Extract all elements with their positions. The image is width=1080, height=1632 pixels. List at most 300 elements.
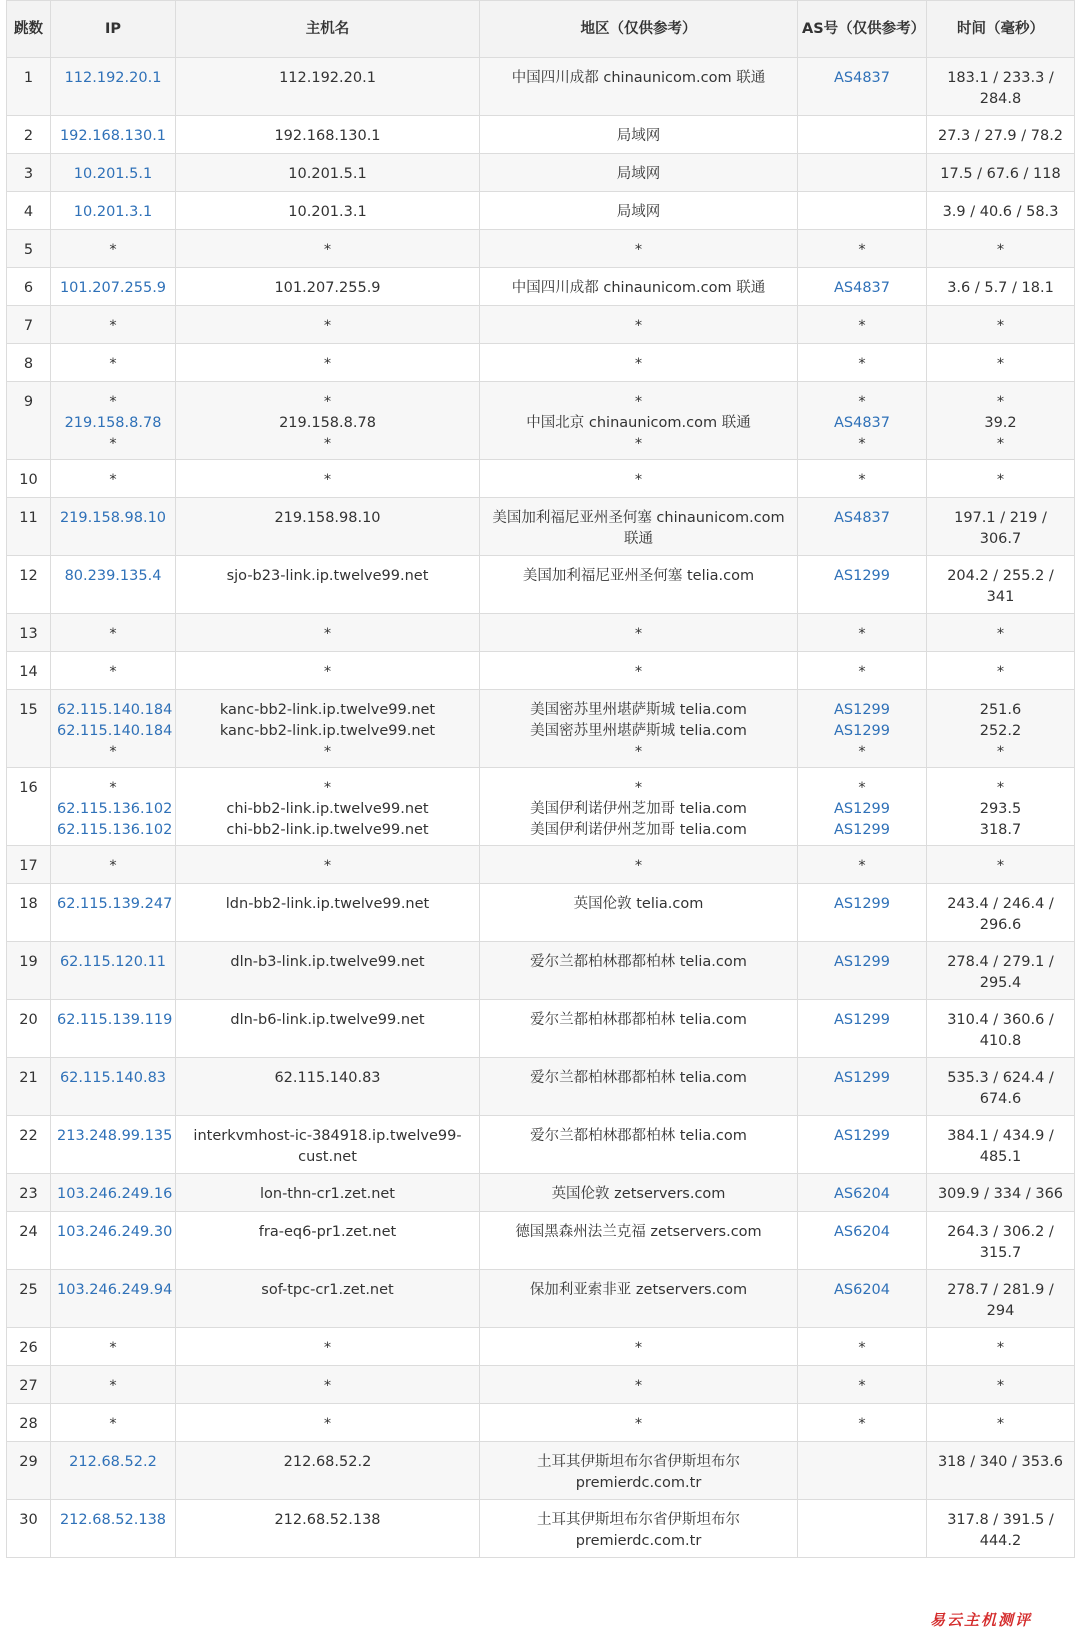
as-cell bbox=[798, 498, 927, 556]
host-text: * bbox=[323, 436, 332, 452]
region-cell bbox=[480, 1270, 798, 1328]
host-text: * bbox=[323, 242, 332, 258]
host-text: dln-b6-link.ip.twelve99.net bbox=[230, 1012, 425, 1028]
host-text: * bbox=[323, 356, 332, 372]
ip-cell bbox=[51, 942, 176, 1000]
as-link[interactable]: AS4837 bbox=[833, 510, 891, 526]
as-text: * bbox=[858, 626, 866, 642]
time-text: 204.2 / 255.2 / 341 bbox=[947, 568, 1054, 605]
table-row bbox=[7, 460, 1075, 498]
ip-cell bbox=[51, 192, 176, 230]
region-text: * bbox=[634, 858, 643, 874]
ip-link[interactable]: 10.201.3.1 bbox=[73, 204, 153, 220]
region-text: * bbox=[634, 744, 643, 760]
time-text: 183.1 / 233.3 / 284.8 bbox=[947, 70, 1054, 107]
region-cell bbox=[480, 556, 798, 614]
table-row bbox=[7, 1270, 1075, 1328]
region-cell bbox=[480, 1116, 798, 1174]
hostname-cell bbox=[176, 846, 480, 884]
region-text: 局域网 bbox=[616, 204, 661, 220]
region-cell bbox=[480, 846, 798, 884]
host-text: 112.192.20.1 bbox=[279, 70, 376, 86]
ip-link[interactable]: 212.68.52.2 bbox=[69, 1454, 157, 1470]
time-text: 264.3 / 306.2 / 315.7 bbox=[947, 1224, 1054, 1261]
hostname-cell bbox=[176, 306, 480, 344]
table-row bbox=[7, 344, 1075, 382]
ip-link[interactable]: 219.158.98.10 bbox=[59, 510, 167, 526]
hop-cell: 24 bbox=[7, 1212, 51, 1270]
hostname-cell bbox=[176, 1404, 480, 1442]
time-text: * bbox=[996, 394, 1005, 410]
table-row bbox=[7, 652, 1075, 690]
host-text: fra-eq6-pr1.zet.net bbox=[258, 1224, 397, 1240]
region-cell bbox=[480, 306, 798, 344]
as-link[interactable]: AS1299 bbox=[833, 896, 891, 912]
as-link[interactable]: AS6204 bbox=[833, 1224, 891, 1240]
as-link[interactable]: AS4837 bbox=[833, 70, 891, 86]
as-text: * bbox=[858, 472, 866, 488]
as-text: * bbox=[858, 780, 866, 796]
host-text: * bbox=[323, 472, 332, 488]
hostname-cell bbox=[176, 1442, 480, 1500]
host-text: 10.201.3.1 bbox=[288, 204, 367, 220]
hop-cell: 26 bbox=[7, 1328, 51, 1366]
ip-cell bbox=[51, 382, 176, 460]
as-cell bbox=[798, 1366, 927, 1404]
as-cell bbox=[798, 690, 927, 768]
time-text: 293.5 bbox=[979, 801, 1022, 817]
region-text: * bbox=[634, 1340, 643, 1356]
region-text: 美国密苏里州堪萨斯城 telia.com bbox=[530, 723, 747, 739]
region-text: 中国四川成都 chinaunicom.com 联通 bbox=[511, 280, 766, 296]
as-link[interactable]: AS1299 bbox=[833, 1070, 891, 1086]
ip-text: * bbox=[109, 780, 117, 796]
ip-cell bbox=[51, 1270, 176, 1328]
ip-cell bbox=[51, 268, 176, 306]
host-text: * bbox=[323, 664, 332, 680]
time-cell bbox=[927, 460, 1075, 498]
time-text: * bbox=[996, 744, 1005, 760]
as-cell bbox=[798, 306, 927, 344]
region-cell bbox=[480, 344, 798, 382]
time-cell bbox=[927, 1000, 1075, 1058]
as-text: * bbox=[858, 1378, 866, 1394]
region-text: * bbox=[634, 394, 643, 410]
ip-cell bbox=[51, 58, 176, 116]
hop-cell: 12 bbox=[7, 556, 51, 614]
time-text: 17.5 / 67.6 / 118 bbox=[940, 166, 1061, 182]
as-cell bbox=[798, 1270, 927, 1328]
region-text: * bbox=[634, 780, 643, 796]
host-text: 219.158.8.78 bbox=[279, 415, 376, 431]
table-row bbox=[7, 1174, 1075, 1212]
as-cell bbox=[798, 154, 927, 192]
header-ip: IP bbox=[51, 1, 176, 58]
ip-text: * bbox=[109, 394, 117, 410]
as-cell bbox=[798, 556, 927, 614]
ip-link[interactable]: 62.115.136.102 bbox=[57, 801, 173, 817]
region-cell bbox=[480, 58, 798, 116]
hop-cell: 9 bbox=[7, 382, 51, 460]
ip-link[interactable]: 212.68.52.138 bbox=[59, 1512, 167, 1528]
table-row bbox=[7, 1366, 1075, 1404]
region-cell bbox=[480, 1442, 798, 1500]
time-text: 278.7 / 281.9 / 294 bbox=[947, 1282, 1054, 1319]
hostname-cell bbox=[176, 1366, 480, 1404]
region-cell bbox=[480, 614, 798, 652]
as-cell bbox=[798, 1116, 927, 1174]
region-text: 爱尔兰都柏林郡都柏林 telia.com bbox=[530, 954, 747, 970]
host-text: interkvmhost-ic-384918.ip.twelve99-cust.net bbox=[193, 1128, 462, 1165]
hostname-cell bbox=[176, 614, 480, 652]
region-cell bbox=[480, 884, 798, 942]
region-text: * bbox=[634, 242, 643, 258]
ip-text: * bbox=[109, 664, 117, 680]
region-text: * bbox=[634, 356, 643, 372]
as-text: * bbox=[858, 664, 866, 680]
time-text: 27.3 / 27.9 / 78.2 bbox=[937, 128, 1064, 144]
hop-cell: 5 bbox=[7, 230, 51, 268]
hostname-cell bbox=[176, 1116, 480, 1174]
hop-cell: 27 bbox=[7, 1366, 51, 1404]
region-cell bbox=[480, 690, 798, 768]
time-text: * bbox=[996, 664, 1005, 680]
ip-cell bbox=[51, 768, 176, 846]
table-row bbox=[7, 768, 1075, 846]
as-cell bbox=[798, 1442, 927, 1500]
time-cell bbox=[927, 58, 1075, 116]
time-cell bbox=[927, 1404, 1075, 1442]
hop-cell: 1 bbox=[7, 58, 51, 116]
time-text: * bbox=[996, 356, 1005, 372]
header-host: 主机名 bbox=[176, 1, 480, 58]
table-row bbox=[7, 1404, 1075, 1442]
ip-cell bbox=[51, 498, 176, 556]
ip-cell bbox=[51, 1500, 176, 1558]
ip-link[interactable]: 62.115.140.184 bbox=[57, 723, 173, 739]
table-row bbox=[7, 382, 1075, 460]
time-text: 197.1 / 219 / 306.7 bbox=[954, 510, 1047, 547]
hop-cell: 6 bbox=[7, 268, 51, 306]
time-cell bbox=[927, 1442, 1075, 1500]
time-text: 39.2 bbox=[984, 415, 1017, 431]
ip-link[interactable]: 80.239.135.4 bbox=[64, 568, 162, 584]
ip-link[interactable]: 10.201.5.1 bbox=[73, 166, 153, 182]
table-row bbox=[7, 690, 1075, 768]
table-row bbox=[7, 846, 1075, 884]
as-cell bbox=[798, 1328, 927, 1366]
time-text: * bbox=[996, 858, 1005, 874]
as-cell bbox=[798, 614, 927, 652]
ip-cell bbox=[51, 344, 176, 382]
ip-link[interactable]: 112.192.20.1 bbox=[64, 70, 162, 86]
hostname-cell bbox=[176, 1174, 480, 1212]
hop-cell: 10 bbox=[7, 460, 51, 498]
ip-link[interactable]: 62.115.139.247 bbox=[57, 896, 173, 912]
table-row bbox=[7, 1116, 1075, 1174]
table-row bbox=[7, 154, 1075, 192]
ip-cell bbox=[51, 884, 176, 942]
table-row bbox=[7, 942, 1075, 1000]
time-cell bbox=[927, 614, 1075, 652]
hop-cell: 4 bbox=[7, 192, 51, 230]
time-cell bbox=[927, 230, 1075, 268]
as-link[interactable]: AS1299 bbox=[833, 801, 891, 817]
hostname-cell bbox=[176, 652, 480, 690]
region-cell bbox=[480, 268, 798, 306]
region-text: 德国黑森州法兰克福 zetservers.com bbox=[515, 1224, 762, 1240]
hop-cell: 17 bbox=[7, 846, 51, 884]
time-text: * bbox=[996, 626, 1005, 642]
hop-cell: 22 bbox=[7, 1116, 51, 1174]
ip-text: * bbox=[109, 472, 117, 488]
hostname-cell bbox=[176, 1000, 480, 1058]
time-cell bbox=[927, 1212, 1075, 1270]
as-link[interactable]: AS1299 bbox=[833, 702, 891, 718]
time-cell bbox=[927, 154, 1075, 192]
hostname-cell bbox=[176, 498, 480, 556]
as-link[interactable]: AS1299 bbox=[833, 822, 891, 838]
header-time: 时间（毫秒） bbox=[927, 1, 1075, 58]
as-cell bbox=[798, 652, 927, 690]
ip-cell bbox=[51, 306, 176, 344]
host-text: * bbox=[323, 1378, 332, 1394]
region-cell bbox=[480, 230, 798, 268]
hostname-cell bbox=[176, 1212, 480, 1270]
as-cell bbox=[798, 116, 927, 154]
ip-cell bbox=[51, 690, 176, 768]
time-text: 252.2 bbox=[979, 723, 1022, 739]
hostname-cell bbox=[176, 268, 480, 306]
as-cell bbox=[798, 1000, 927, 1058]
as-link[interactable]: AS1299 bbox=[833, 723, 891, 739]
region-cell bbox=[480, 382, 798, 460]
host-text: chi-bb2-link.ip.twelve99.net bbox=[226, 822, 429, 838]
table-row bbox=[7, 884, 1075, 942]
region-text: 英国伦敦 zetservers.com bbox=[551, 1186, 726, 1202]
hop-cell: 11 bbox=[7, 498, 51, 556]
as-text: * bbox=[858, 242, 866, 258]
host-text: lon-thn-cr1.zet.net bbox=[259, 1186, 395, 1202]
as-cell bbox=[798, 942, 927, 1000]
as-link[interactable]: AS1299 bbox=[833, 1128, 891, 1144]
ip-link[interactable]: 192.168.130.1 bbox=[59, 128, 167, 144]
region-text: 局域网 bbox=[616, 128, 661, 144]
hostname-cell bbox=[176, 116, 480, 154]
hostname-cell bbox=[176, 768, 480, 846]
as-link[interactable]: AS1299 bbox=[833, 954, 891, 970]
hop-cell: 28 bbox=[7, 1404, 51, 1442]
ip-link[interactable]: 213.248.99.135 bbox=[57, 1128, 173, 1144]
as-cell bbox=[798, 1058, 927, 1116]
time-text: 318 / 340 / 353.6 bbox=[937, 1454, 1064, 1470]
hop-cell: 29 bbox=[7, 1442, 51, 1500]
hostname-cell bbox=[176, 192, 480, 230]
ip-cell bbox=[51, 1000, 176, 1058]
hostname-cell bbox=[176, 154, 480, 192]
time-text: 278.4 / 279.1 / 295.4 bbox=[947, 954, 1054, 991]
region-cell bbox=[480, 1212, 798, 1270]
host-text: * bbox=[323, 858, 332, 874]
ip-link[interactable]: 219.158.8.78 bbox=[64, 415, 162, 431]
region-text: * bbox=[634, 472, 643, 488]
time-text: * bbox=[996, 436, 1005, 452]
ip-cell bbox=[51, 116, 176, 154]
table-row bbox=[7, 1328, 1075, 1366]
as-link[interactable]: AS1299 bbox=[833, 568, 891, 584]
as-link[interactable]: AS1299 bbox=[833, 1012, 891, 1028]
ip-link[interactable]: 103.246.249.94 bbox=[57, 1282, 173, 1298]
ip-cell bbox=[51, 1404, 176, 1442]
ip-cell bbox=[51, 1328, 176, 1366]
time-cell bbox=[927, 116, 1075, 154]
ip-link[interactable]: 62.115.139.119 bbox=[57, 1012, 173, 1028]
ip-text: * bbox=[109, 436, 117, 452]
as-cell bbox=[798, 192, 927, 230]
host-text: kanc-bb2-link.ip.twelve99.net bbox=[219, 723, 436, 739]
region-text: * bbox=[634, 1416, 643, 1432]
region-text: 保加利亚索非亚 zetservers.com bbox=[529, 1282, 748, 1298]
hop-cell: 23 bbox=[7, 1174, 51, 1212]
ip-text: * bbox=[109, 1416, 117, 1432]
as-cell bbox=[798, 1212, 927, 1270]
region-cell bbox=[480, 1000, 798, 1058]
host-text: * bbox=[323, 780, 332, 796]
table-row bbox=[7, 116, 1075, 154]
table-row bbox=[7, 192, 1075, 230]
time-cell bbox=[927, 1328, 1075, 1366]
header-region: 地区（仅供参考） bbox=[480, 1, 798, 58]
time-cell bbox=[927, 1174, 1075, 1212]
ip-link[interactable]: 62.115.140.83 bbox=[59, 1070, 167, 1086]
ip-cell bbox=[51, 460, 176, 498]
region-cell bbox=[480, 1328, 798, 1366]
time-cell bbox=[927, 942, 1075, 1000]
ip-link[interactable]: 62.115.140.184 bbox=[57, 702, 173, 718]
ip-link[interactable]: 62.115.136.102 bbox=[57, 822, 173, 838]
time-cell bbox=[927, 382, 1075, 460]
ip-text: * bbox=[109, 744, 117, 760]
hop-cell: 14 bbox=[7, 652, 51, 690]
region-text: 爱尔兰都柏林郡都柏林 telia.com bbox=[530, 1070, 747, 1086]
hop-cell: 25 bbox=[7, 1270, 51, 1328]
hop-cell: 7 bbox=[7, 306, 51, 344]
time-text: * bbox=[996, 1340, 1005, 1356]
ip-link[interactable]: 103.246.249.16 bbox=[57, 1186, 173, 1202]
time-text: 318.7 bbox=[979, 822, 1022, 838]
ip-cell bbox=[51, 1366, 176, 1404]
region-cell bbox=[480, 1500, 798, 1558]
ip-cell bbox=[51, 1116, 176, 1174]
as-text: * bbox=[858, 318, 866, 334]
region-cell bbox=[480, 768, 798, 846]
hostname-cell bbox=[176, 884, 480, 942]
ip-cell bbox=[51, 614, 176, 652]
ip-text: * bbox=[109, 318, 117, 334]
region-text: 爱尔兰都柏林郡都柏林 telia.com bbox=[530, 1128, 747, 1144]
table-row bbox=[7, 498, 1075, 556]
time-cell bbox=[927, 846, 1075, 884]
hostname-cell bbox=[176, 1500, 480, 1558]
host-text: sjo-b23-link.ip.twelve99.net bbox=[226, 568, 429, 584]
time-cell bbox=[927, 1500, 1075, 1558]
hostname-cell bbox=[176, 344, 480, 382]
as-cell bbox=[798, 382, 927, 460]
table-row bbox=[7, 1000, 1075, 1058]
time-cell bbox=[927, 344, 1075, 382]
as-link[interactable]: AS6204 bbox=[833, 1282, 891, 1298]
host-text: sof-tpc-cr1.zet.net bbox=[261, 1282, 394, 1298]
as-text: * bbox=[858, 436, 866, 452]
as-link[interactable]: AS4837 bbox=[833, 415, 891, 431]
as-text: * bbox=[858, 356, 866, 372]
time-cell bbox=[927, 884, 1075, 942]
host-text: * bbox=[323, 626, 332, 642]
header-hop: 跳数 bbox=[7, 1, 51, 58]
ip-link[interactable]: 103.246.249.30 bbox=[57, 1224, 173, 1240]
region-text: 中国北京 chinaunicom.com 联通 bbox=[526, 415, 751, 431]
host-text: dln-b3-link.ip.twelve99.net bbox=[230, 954, 425, 970]
table-row bbox=[7, 1058, 1075, 1116]
watermark: 易云主机测评 bbox=[929, 1611, 1032, 1629]
as-link[interactable]: AS6204 bbox=[833, 1186, 891, 1202]
table-row bbox=[7, 58, 1075, 116]
region-cell bbox=[480, 460, 798, 498]
region-cell bbox=[480, 1058, 798, 1116]
hop-cell: 20 bbox=[7, 1000, 51, 1058]
as-cell bbox=[798, 344, 927, 382]
hostname-cell bbox=[176, 230, 480, 268]
hostname-cell bbox=[176, 382, 480, 460]
host-text: * bbox=[323, 744, 332, 760]
region-cell bbox=[480, 942, 798, 1000]
as-cell bbox=[798, 1404, 927, 1442]
header-as: AS号（仅供参考） bbox=[798, 1, 927, 58]
time-cell bbox=[927, 556, 1075, 614]
ip-link[interactable]: 62.115.120.11 bbox=[59, 954, 167, 970]
region-cell bbox=[480, 1174, 798, 1212]
time-text: 310.4 / 360.6 / 410.8 bbox=[947, 1012, 1054, 1049]
table-row bbox=[7, 614, 1075, 652]
hostname-cell bbox=[176, 1328, 480, 1366]
as-text: * bbox=[858, 858, 866, 874]
region-text: * bbox=[634, 436, 643, 452]
hostname-cell bbox=[176, 1270, 480, 1328]
as-text: * bbox=[858, 1416, 866, 1432]
time-cell bbox=[927, 768, 1075, 846]
region-text: 美国密苏里州堪萨斯城 telia.com bbox=[530, 702, 747, 718]
time-text: * bbox=[996, 780, 1005, 796]
region-text: * bbox=[634, 1378, 643, 1394]
as-cell bbox=[798, 460, 927, 498]
as-link[interactable]: AS4837 bbox=[833, 280, 891, 296]
host-text: kanc-bb2-link.ip.twelve99.net bbox=[219, 702, 436, 718]
time-text: 384.1 / 434.9 / 485.1 bbox=[947, 1128, 1054, 1165]
hop-cell: 15 bbox=[7, 690, 51, 768]
host-text: 192.168.130.1 bbox=[274, 128, 381, 144]
table-row bbox=[7, 1500, 1075, 1558]
hop-cell: 13 bbox=[7, 614, 51, 652]
host-text: 219.158.98.10 bbox=[274, 510, 381, 526]
traceroute-table bbox=[6, 0, 1075, 1558]
hostname-cell bbox=[176, 690, 480, 768]
as-cell bbox=[798, 58, 927, 116]
table-row bbox=[7, 306, 1075, 344]
region-text: 美国伊利诺伊州芝加哥 telia.com bbox=[530, 801, 747, 817]
host-text: * bbox=[323, 1416, 332, 1432]
hostname-cell bbox=[176, 1058, 480, 1116]
ip-link[interactable]: 101.207.255.9 bbox=[59, 280, 167, 296]
